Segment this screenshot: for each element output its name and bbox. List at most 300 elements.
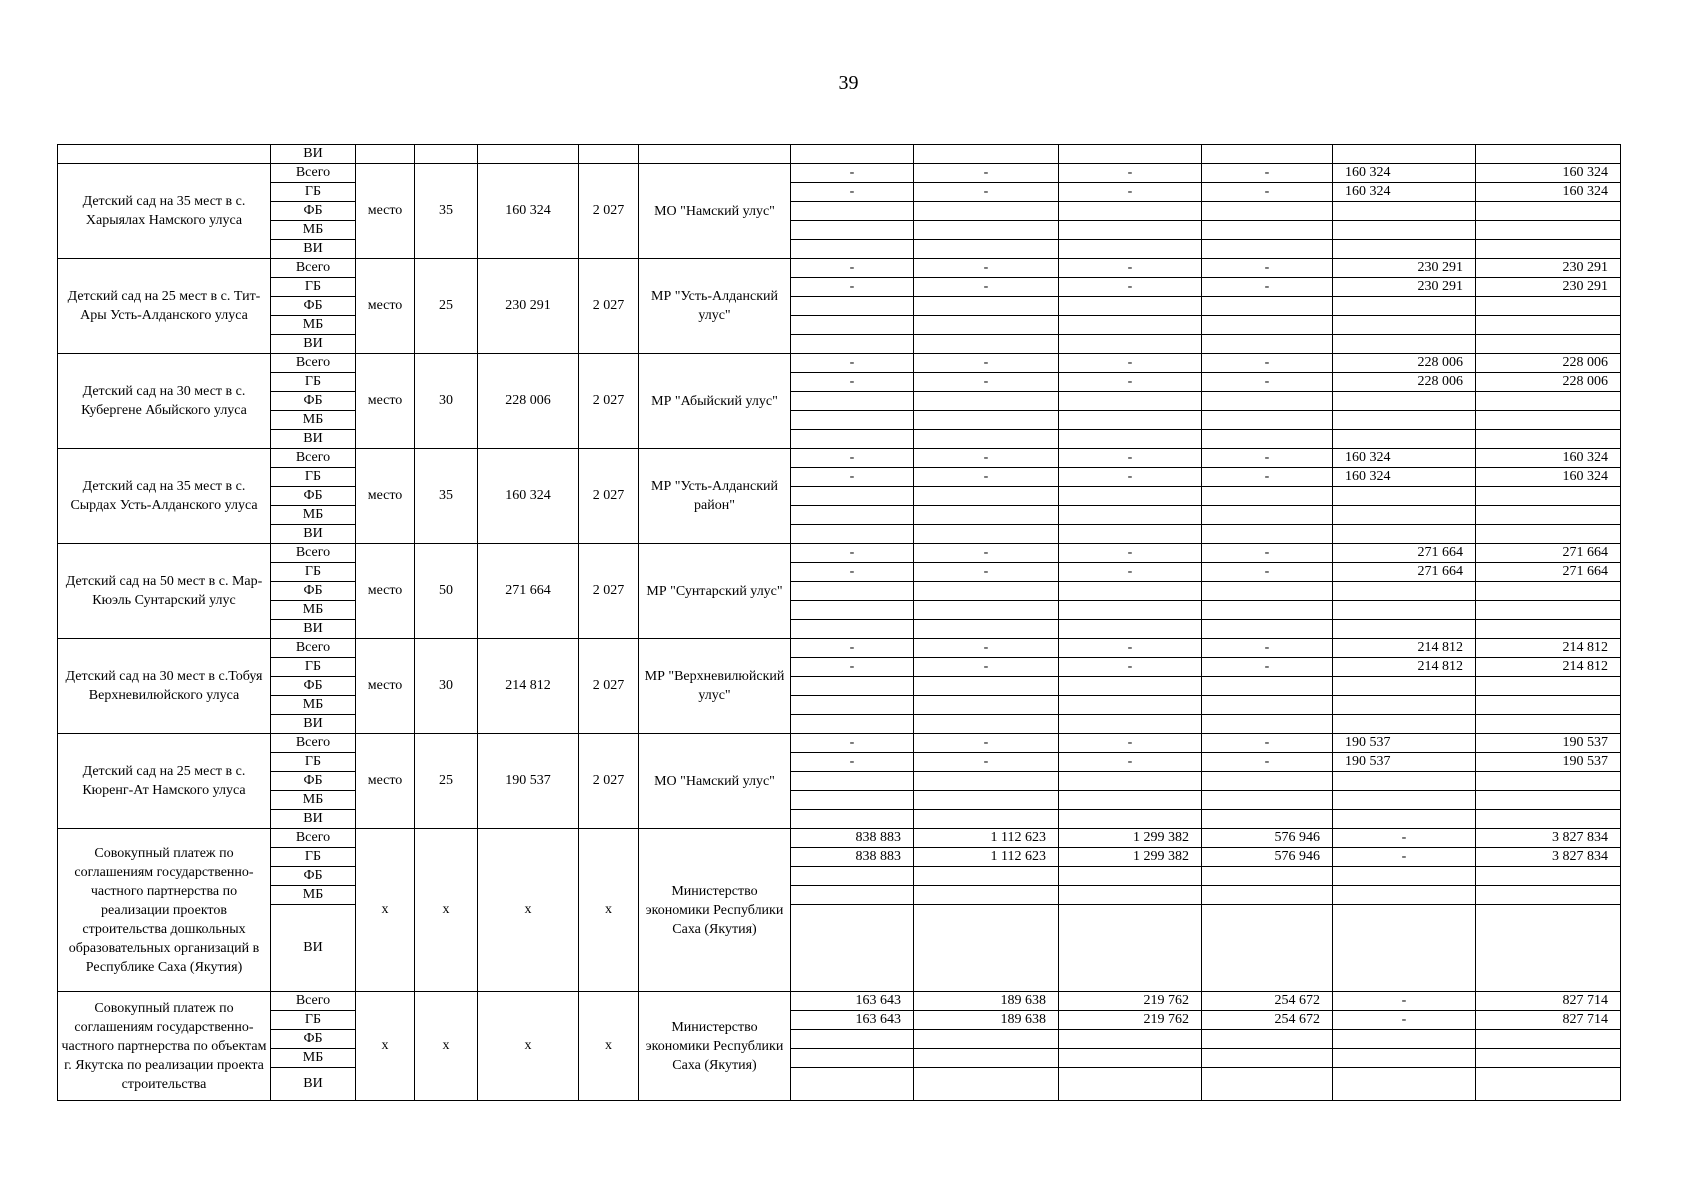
source-label: ФБ xyxy=(271,582,356,601)
value-cell xyxy=(1476,1049,1621,1068)
object-name: Детский сад на 50 мест в с. Мар-Кюэль Сунтарский улус xyxy=(58,544,271,639)
value-cell: 254 672 xyxy=(1202,992,1333,1011)
value-cell xyxy=(1202,677,1333,696)
value-cell xyxy=(1333,1030,1476,1049)
value-cell: - xyxy=(1333,848,1476,867)
value-cell xyxy=(914,525,1059,544)
cost-cell: х xyxy=(478,992,579,1101)
source-label: Всего xyxy=(271,259,356,278)
empty-cell xyxy=(639,145,791,164)
value-cell xyxy=(1476,411,1621,430)
value-cell: - xyxy=(914,753,1059,772)
object-name: Детский сад на 25 мест в с. Тит-Ары Усть-Алданского улуса xyxy=(58,259,271,354)
value-cell: 190 537 xyxy=(1333,753,1476,772)
value-cell: 160 324 xyxy=(1476,183,1621,202)
source-label: ВИ xyxy=(271,715,356,734)
table-row xyxy=(58,278,1621,297)
value-cell: 827 714 xyxy=(1476,1011,1621,1030)
source-label: ВИ xyxy=(271,1068,356,1101)
source-label: ГБ xyxy=(271,753,356,772)
value-cell: - xyxy=(1202,753,1333,772)
agency-cell: МР "Абыйский улус" xyxy=(639,354,791,449)
agency-cell: МР "Усть-Алданский район" xyxy=(639,449,791,544)
value-cell xyxy=(914,582,1059,601)
table-row xyxy=(58,734,1621,753)
value-cell: 214 812 xyxy=(1476,658,1621,677)
value-cell xyxy=(1333,202,1476,221)
value-cell: - xyxy=(914,259,1059,278)
cost-cell: 271 664 xyxy=(478,544,579,639)
value-cell: 230 291 xyxy=(1333,278,1476,297)
empty-cell xyxy=(579,145,639,164)
source-label: ФБ xyxy=(271,392,356,411)
value-cell xyxy=(1202,202,1333,221)
value-cell: 827 714 xyxy=(1476,992,1621,1011)
value-cell xyxy=(1333,620,1476,639)
empty-cell xyxy=(1476,145,1621,164)
value-cell xyxy=(914,240,1059,259)
value-cell: - xyxy=(1059,259,1202,278)
source-label: ГБ xyxy=(271,658,356,677)
unit-cell: место xyxy=(356,259,415,354)
value-cell: - xyxy=(914,164,1059,183)
table-row xyxy=(58,905,1621,992)
cost-cell: 230 291 xyxy=(478,259,579,354)
source-label: МБ xyxy=(271,696,356,715)
value-cell xyxy=(1059,867,1202,886)
value-cell: 271 664 xyxy=(1333,563,1476,582)
value-cell xyxy=(1333,582,1476,601)
value-cell xyxy=(1202,240,1333,259)
value-cell xyxy=(791,487,914,506)
value-cell xyxy=(791,430,914,449)
object-name: Детский сад на 25 мест в с. Кюренг-Ат Намского улуса xyxy=(58,734,271,829)
value-cell xyxy=(1476,601,1621,620)
unit-cell: место xyxy=(356,544,415,639)
value-cell xyxy=(914,791,1059,810)
agency-cell: Министерство экономики Республики Саха (Якутия) xyxy=(639,829,791,992)
value-cell xyxy=(1202,487,1333,506)
value-cell xyxy=(791,696,914,715)
value-cell xyxy=(1476,867,1621,886)
year-cell: 2 027 xyxy=(579,259,639,354)
value-cell xyxy=(914,867,1059,886)
capacity-cell: х xyxy=(415,992,478,1101)
value-cell xyxy=(1202,582,1333,601)
table-row xyxy=(58,620,1621,639)
year-cell: х xyxy=(579,829,639,992)
value-cell xyxy=(1202,411,1333,430)
value-cell: - xyxy=(1059,753,1202,772)
value-cell xyxy=(791,810,914,829)
table-row xyxy=(58,544,1621,563)
value-cell xyxy=(1476,886,1621,905)
value-cell xyxy=(914,411,1059,430)
agency-cell: МО "Намский улус" xyxy=(639,734,791,829)
value-cell: - xyxy=(1202,164,1333,183)
agency-cell: Министерство экономики Республики Саха (Якутия) xyxy=(639,992,791,1101)
value-cell: 271 664 xyxy=(1476,544,1621,563)
unit-cell: х xyxy=(356,829,415,992)
value-cell xyxy=(791,392,914,411)
value-cell xyxy=(1059,411,1202,430)
page-number: 39 xyxy=(838,72,859,94)
value-cell xyxy=(1059,525,1202,544)
value-cell xyxy=(791,620,914,639)
value-cell: 230 291 xyxy=(1476,259,1621,278)
value-cell xyxy=(1476,620,1621,639)
value-cell xyxy=(1059,202,1202,221)
value-cell: - xyxy=(1059,354,1202,373)
value-cell xyxy=(1333,810,1476,829)
value-cell: - xyxy=(791,449,914,468)
value-cell xyxy=(914,620,1059,639)
value-cell xyxy=(1059,905,1202,992)
agency-cell: МР "Усть-Алданский улус" xyxy=(639,259,791,354)
table-row xyxy=(58,848,1621,867)
value-cell: 576 946 xyxy=(1202,848,1333,867)
value-cell: - xyxy=(1059,373,1202,392)
value-cell: - xyxy=(914,734,1059,753)
value-cell xyxy=(1059,430,1202,449)
value-cell xyxy=(1333,297,1476,316)
table-row xyxy=(58,696,1621,715)
unit-cell: место xyxy=(356,164,415,259)
value-cell: - xyxy=(1059,278,1202,297)
source-label: МБ xyxy=(271,791,356,810)
value-cell xyxy=(1059,677,1202,696)
value-cell xyxy=(1333,316,1476,335)
value-cell xyxy=(1059,620,1202,639)
table-row-continuation xyxy=(58,145,1621,164)
cost-cell: 190 537 xyxy=(478,734,579,829)
object-name: Детский сад на 35 мест в с. Харыялах Намского улуса xyxy=(58,164,271,259)
value-cell: - xyxy=(1059,639,1202,658)
source-label: Всего xyxy=(271,829,356,848)
value-cell xyxy=(1476,240,1621,259)
value-cell: - xyxy=(914,183,1059,202)
value-cell: 228 006 xyxy=(1476,354,1621,373)
value-cell xyxy=(1333,1068,1476,1101)
value-cell xyxy=(1476,772,1621,791)
value-cell xyxy=(1476,791,1621,810)
value-cell: - xyxy=(1059,658,1202,677)
capacity-cell: х xyxy=(415,829,478,992)
value-cell: 189 638 xyxy=(914,992,1059,1011)
capacity-cell: 35 xyxy=(415,449,478,544)
value-cell xyxy=(1476,905,1621,992)
value-cell: - xyxy=(791,373,914,392)
value-cell xyxy=(791,1049,914,1068)
value-cell xyxy=(1202,506,1333,525)
value-cell: 160 324 xyxy=(1333,468,1476,487)
value-cell xyxy=(1333,867,1476,886)
table-row xyxy=(58,221,1621,240)
value-cell xyxy=(914,316,1059,335)
value-cell xyxy=(914,202,1059,221)
table-row xyxy=(58,791,1621,810)
value-cell xyxy=(791,791,914,810)
value-cell: - xyxy=(914,373,1059,392)
value-cell xyxy=(1202,601,1333,620)
value-cell: 219 762 xyxy=(1059,1011,1202,1030)
value-cell xyxy=(1059,791,1202,810)
table-row xyxy=(58,202,1621,221)
value-cell: 254 672 xyxy=(1202,1011,1333,1030)
value-cell xyxy=(1333,392,1476,411)
cost-cell: 160 324 xyxy=(478,449,579,544)
value-cell xyxy=(791,582,914,601)
table-row xyxy=(58,506,1621,525)
value-cell xyxy=(1202,430,1333,449)
source-label: ГБ xyxy=(271,183,356,202)
source-label: ФБ xyxy=(271,677,356,696)
source-label: ВИ xyxy=(271,905,356,992)
value-cell: 163 643 xyxy=(791,992,914,1011)
value-cell xyxy=(914,696,1059,715)
agency-cell: МО "Намский улус" xyxy=(639,164,791,259)
value-cell xyxy=(1476,202,1621,221)
value-cell xyxy=(1059,810,1202,829)
source-label: Всего xyxy=(271,544,356,563)
value-cell: 1 299 382 xyxy=(1059,829,1202,848)
value-cell xyxy=(1333,487,1476,506)
source-label: ВИ xyxy=(271,525,356,544)
source-label: ФБ xyxy=(271,772,356,791)
table-row xyxy=(58,449,1621,468)
value-cell: - xyxy=(1333,829,1476,848)
value-cell xyxy=(1059,297,1202,316)
value-cell: - xyxy=(914,449,1059,468)
source-label: ВИ xyxy=(271,335,356,354)
source-label: ВИ xyxy=(271,430,356,449)
value-cell: 214 812 xyxy=(1333,658,1476,677)
table-row xyxy=(58,316,1621,335)
value-cell xyxy=(791,297,914,316)
year-cell: 2 027 xyxy=(579,544,639,639)
value-cell xyxy=(1059,316,1202,335)
source-label: ФБ xyxy=(271,487,356,506)
table-row xyxy=(58,335,1621,354)
cost-cell: 214 812 xyxy=(478,639,579,734)
value-cell: 1 112 623 xyxy=(914,848,1059,867)
value-cell: 3 827 834 xyxy=(1476,848,1621,867)
table-row xyxy=(58,164,1621,183)
capacity-cell: 35 xyxy=(415,164,478,259)
table-row xyxy=(58,772,1621,791)
source-label: Всего xyxy=(271,164,356,183)
table-row xyxy=(58,886,1621,905)
object-name: Детский сад на 30 мест в с. Кубергене Абыйского улуса xyxy=(58,354,271,449)
value-cell: 214 812 xyxy=(1476,639,1621,658)
value-cell xyxy=(1476,810,1621,829)
source-label: Всего xyxy=(271,639,356,658)
empty-cell xyxy=(58,145,271,164)
value-cell xyxy=(914,392,1059,411)
value-cell xyxy=(791,1068,914,1101)
value-cell: 190 537 xyxy=(1476,734,1621,753)
value-cell: - xyxy=(791,468,914,487)
value-cell xyxy=(914,905,1059,992)
value-cell xyxy=(1202,886,1333,905)
source-label: Всего xyxy=(271,449,356,468)
value-cell xyxy=(791,411,914,430)
value-cell: - xyxy=(1059,544,1202,563)
table-row xyxy=(58,240,1621,259)
unit-cell: х xyxy=(356,992,415,1101)
source-label: Всего xyxy=(271,354,356,373)
value-cell xyxy=(1476,335,1621,354)
table-row xyxy=(58,563,1621,582)
value-cell: 214 812 xyxy=(1333,639,1476,658)
value-cell xyxy=(791,335,914,354)
value-cell: - xyxy=(914,658,1059,677)
value-cell xyxy=(1059,1030,1202,1049)
value-cell xyxy=(1202,1049,1333,1068)
agency-cell: МР "Сунтарский улус" xyxy=(639,544,791,639)
value-cell: 160 324 xyxy=(1476,449,1621,468)
value-cell xyxy=(1333,525,1476,544)
value-cell: - xyxy=(1202,468,1333,487)
unit-cell: место xyxy=(356,734,415,829)
value-cell xyxy=(914,810,1059,829)
value-cell: - xyxy=(1202,354,1333,373)
value-cell: - xyxy=(1059,468,1202,487)
value-cell: 838 883 xyxy=(791,848,914,867)
value-cell xyxy=(791,772,914,791)
value-cell xyxy=(1202,392,1333,411)
source-label: ГБ xyxy=(271,278,356,297)
capacity-cell: 50 xyxy=(415,544,478,639)
table-row xyxy=(58,297,1621,316)
value-cell xyxy=(1476,430,1621,449)
year-cell: 2 027 xyxy=(579,354,639,449)
source-label: ФБ xyxy=(271,867,356,886)
value-cell xyxy=(791,240,914,259)
value-cell: - xyxy=(1202,259,1333,278)
value-cell: - xyxy=(791,354,914,373)
value-cell xyxy=(791,1030,914,1049)
value-cell: - xyxy=(791,183,914,202)
value-cell xyxy=(791,601,914,620)
value-cell xyxy=(1333,905,1476,992)
value-cell xyxy=(791,715,914,734)
table-row xyxy=(58,468,1621,487)
value-cell xyxy=(1059,582,1202,601)
value-cell: - xyxy=(791,544,914,563)
value-cell: - xyxy=(791,639,914,658)
value-cell xyxy=(1059,392,1202,411)
value-cell xyxy=(1059,506,1202,525)
value-cell xyxy=(1059,240,1202,259)
table-row xyxy=(58,601,1621,620)
value-cell xyxy=(791,202,914,221)
value-cell: 3 827 834 xyxy=(1476,829,1621,848)
value-cell: 160 324 xyxy=(1333,164,1476,183)
value-cell xyxy=(1476,677,1621,696)
value-cell xyxy=(791,677,914,696)
cost-cell: 160 324 xyxy=(478,164,579,259)
value-cell xyxy=(791,886,914,905)
unit-cell: место xyxy=(356,449,415,544)
value-cell xyxy=(1476,487,1621,506)
value-cell xyxy=(914,677,1059,696)
value-cell xyxy=(791,221,914,240)
source-label: МБ xyxy=(271,411,356,430)
value-cell xyxy=(791,905,914,992)
value-cell xyxy=(1333,791,1476,810)
value-cell xyxy=(1476,392,1621,411)
source-label: ВИ xyxy=(271,620,356,639)
value-cell: - xyxy=(1202,563,1333,582)
value-cell xyxy=(1333,335,1476,354)
value-cell: 838 883 xyxy=(791,829,914,848)
value-cell xyxy=(1202,810,1333,829)
source-label: Всего xyxy=(271,734,356,753)
value-cell: 219 762 xyxy=(1059,992,1202,1011)
value-cell xyxy=(1333,696,1476,715)
empty-cell xyxy=(415,145,478,164)
value-cell: - xyxy=(791,278,914,297)
table-row xyxy=(58,639,1621,658)
value-cell: 189 638 xyxy=(914,1011,1059,1030)
table-row xyxy=(58,430,1621,449)
source-label: МБ xyxy=(271,601,356,620)
table-row xyxy=(58,867,1621,886)
source-label: МБ xyxy=(271,316,356,335)
table-row xyxy=(58,259,1621,278)
empty-cell xyxy=(791,145,914,164)
value-cell xyxy=(1476,582,1621,601)
value-cell: 190 537 xyxy=(1476,753,1621,772)
source-label: ГБ xyxy=(271,373,356,392)
value-cell: - xyxy=(1202,449,1333,468)
value-cell xyxy=(914,487,1059,506)
value-cell: - xyxy=(1059,734,1202,753)
value-cell: 160 324 xyxy=(1333,449,1476,468)
empty-cell xyxy=(1333,145,1476,164)
value-cell xyxy=(914,297,1059,316)
value-cell: 160 324 xyxy=(1333,183,1476,202)
value-cell: - xyxy=(1059,449,1202,468)
value-cell: 228 006 xyxy=(1476,373,1621,392)
source-label: ФБ xyxy=(271,202,356,221)
source-label: МБ xyxy=(271,506,356,525)
table-row xyxy=(58,392,1621,411)
value-cell: - xyxy=(1202,639,1333,658)
value-cell xyxy=(1476,1030,1621,1049)
value-cell: 1 299 382 xyxy=(1059,848,1202,867)
value-cell: 1 112 623 xyxy=(914,829,1059,848)
value-cell: 163 643 xyxy=(791,1011,914,1030)
value-cell: - xyxy=(1202,183,1333,202)
value-cell xyxy=(1202,772,1333,791)
object-name: Совокупный платеж по соглашениям государственно-частного партнерства по реализации проектов строительства дошкольных образовательных организаций в Республике Саха (Якутия) xyxy=(58,829,271,992)
value-cell xyxy=(1476,506,1621,525)
table-row xyxy=(58,582,1621,601)
value-cell xyxy=(1333,430,1476,449)
capacity-cell: 30 xyxy=(415,639,478,734)
value-cell: - xyxy=(791,164,914,183)
object-name: Совокупный платеж по соглашениям государственно-частного партнерства по объектам г. Якутска по реализации проекта строительства xyxy=(58,992,271,1101)
value-cell xyxy=(1333,772,1476,791)
source-label: МБ xyxy=(271,221,356,240)
value-cell xyxy=(1202,221,1333,240)
source-label: ГБ xyxy=(271,468,356,487)
year-cell: 2 027 xyxy=(579,449,639,544)
value-cell xyxy=(914,772,1059,791)
table-row xyxy=(58,658,1621,677)
